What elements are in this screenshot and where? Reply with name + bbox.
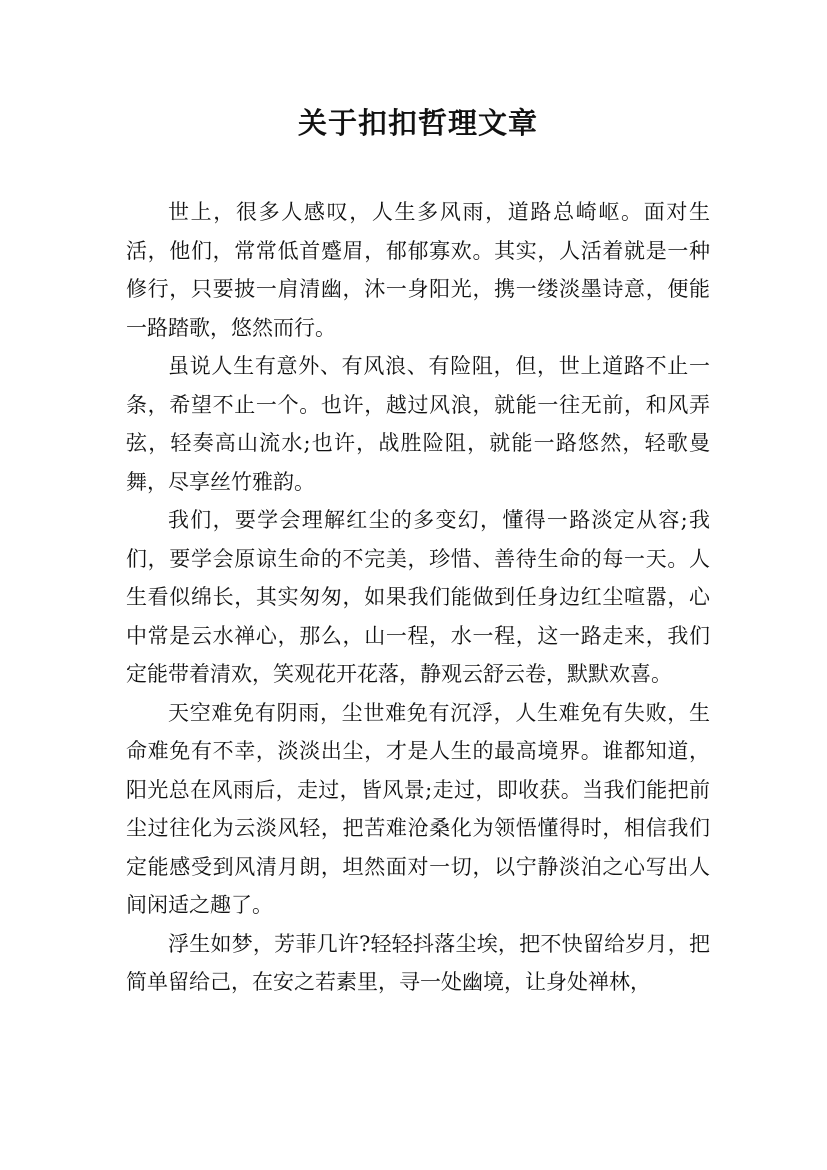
paragraph-1: 世上，很多人感叹，人生多风雨，道路总崎岖。面对生活，他们，常常低首蹙眉，郁郁寡欢。其实，人活着就是一种修行，只要披一肩清幽，沐一身阳光，携一缕淡墨诗意，便能一路踏歌，悠然而行。 [126, 200, 710, 340]
paragraph-5: 浮生如梦，芳菲几许?轻轻抖落尘埃，把不快留给岁月，把简单留给己，在安之若素里，寻一处幽境，让身处禅林， [126, 931, 710, 994]
paragraph-4: 天空难免有阴雨，尘世难免有沉浮，人生难免有失败，生命难免有不幸，淡淡出尘，才是人生的最高境界。谁都知道，阳光总在风雨后，走过，皆风景;走过，即收获。当我们能把前尘过往化为云淡风轻，把苦难沧桑化为领悟懂得时，相信我们定能感受到风清月朗，坦然面对一切，以宁静淡泊之心写出人间闲适之趣了。 [126, 700, 710, 917]
document-title: 关于扣扣哲理文章 [297, 106, 538, 140]
paragraph-2: 虽说人生有意外、有风浪、有险阻，但，世上道路不止一条，希望不止一个。也许，越过风浪，就能一往无前，和风弄弦，轻奏高山流水;也许，战胜险阻，就能一路悠然，轻歌曼舞，尽享丝竹雅韵。 [126, 354, 710, 494]
document-body [126, 193, 710, 1002]
paragraph-3: 我们，要学会理解红尘的多变幻，懂得一路淡定从容;我们，要学会原谅生命的不完美，珍惜、善待生命的每一天。人生看似绵长，其实匆匆，如果我们能做到任身边红尘喧嚣，心中常是云水禅心，那么，山一程，水一程，这一路走来，我们定能带着清欢，笑观花开花落，静观云舒云卷，默默欢喜。 [126, 508, 710, 686]
